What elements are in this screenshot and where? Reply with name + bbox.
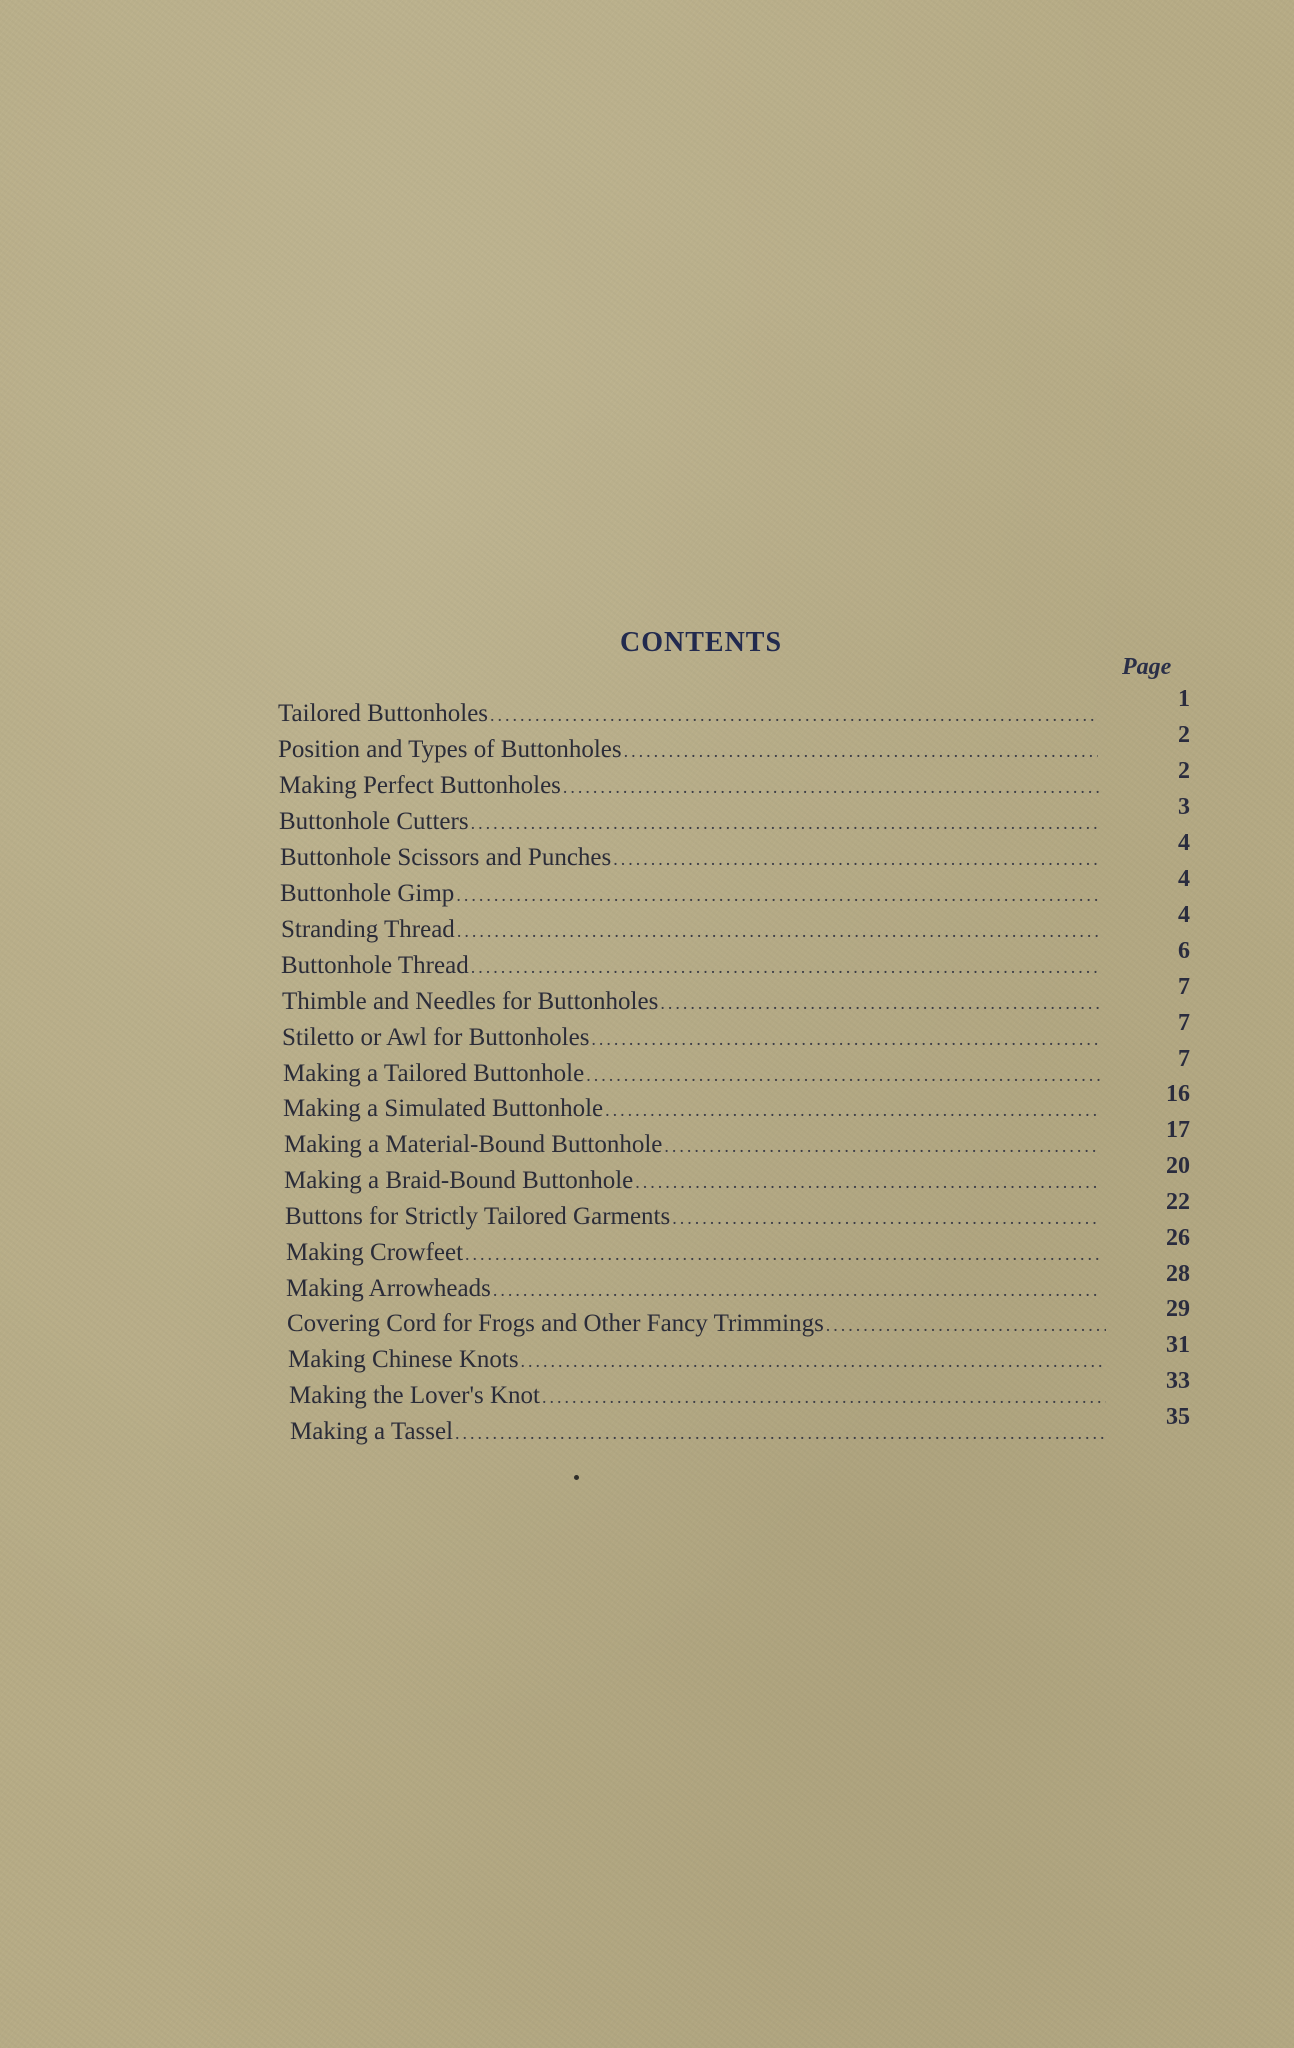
- toc-entry: [278, 700, 1100, 734]
- toc-entry: [286, 1275, 1104, 1309]
- toc-entry-title: Making a Tailored Buttonhole: [283, 1060, 585, 1087]
- toc-entry: [281, 916, 1104, 950]
- dot-leader: [471, 957, 1100, 978]
- toc-entry: [282, 988, 1104, 1022]
- dot-leader: [521, 1351, 1106, 1372]
- toc-entry-title: Thimble and Needles for Buttonholes: [282, 988, 659, 1015]
- toc-entry: [283, 1060, 1104, 1094]
- toc-entry: [280, 880, 1104, 914]
- dot-leader: [457, 921, 1100, 942]
- toc-entry-page-number: 33: [1166, 1368, 1190, 1394]
- toc-entry-page-number: 4: [1178, 866, 1190, 892]
- toc-entry-page-number: 17: [1166, 1117, 1190, 1143]
- dot-leader: [471, 813, 1100, 834]
- toc-entry-page-number: 7: [1178, 974, 1190, 1000]
- toc-entry-page-number: 16: [1166, 1081, 1190, 1107]
- toc-entry: [279, 772, 1104, 806]
- toc-entry-page-number: 4: [1178, 830, 1190, 856]
- dot-leader: [826, 1315, 1106, 1336]
- toc-entry: [288, 1346, 1110, 1380]
- dot-leader: [613, 849, 1100, 870]
- toc-entry-title: Making Chinese Knots: [288, 1346, 519, 1373]
- toc-entry-page-number: 29: [1166, 1296, 1190, 1322]
- toc-entry-title: Making a Simulated Buttonhole: [283, 1095, 604, 1122]
- dot-leader: [455, 1423, 1106, 1444]
- toc-entry-title: Making the Lover's Knot: [289, 1382, 540, 1409]
- toc-entry-title: Covering Cord for Frogs and Other Fancy Trimmings: [287, 1310, 824, 1337]
- toc-entry-page-number: 7: [1178, 1010, 1190, 1036]
- dot-leader: [456, 885, 1100, 906]
- toc-entry-title: Stiletto or Awl for Buttonholes: [282, 1024, 590, 1051]
- toc-entry: [285, 1203, 1104, 1237]
- toc-entry-title: Making a Material-Bound Buttonhole: [284, 1131, 663, 1158]
- toc-entry-page-number: 20: [1166, 1153, 1190, 1179]
- dot-leader: [586, 1065, 1100, 1086]
- toc-entry-page-number: 22: [1166, 1189, 1190, 1215]
- contents-heading: CONTENTS: [620, 627, 783, 658]
- toc-entry-page-number: 31: [1166, 1332, 1190, 1358]
- toc-entry: [287, 1310, 1110, 1344]
- dot-leader: [563, 777, 1100, 798]
- toc-entry-title: Making Perfect Buttonholes: [279, 772, 561, 799]
- dot-leader: [591, 1029, 1100, 1050]
- page-column-label: Page: [1122, 654, 1172, 680]
- dot-leader: [672, 1208, 1100, 1229]
- toc-entry: [280, 844, 1104, 878]
- toc-entry-title: Tailored Buttonholes: [278, 700, 489, 727]
- toc-entry-page-number: 3: [1178, 794, 1190, 820]
- toc-entry-title: Buttonhole Cutters: [279, 808, 469, 835]
- toc-entry-title: Position and Types of Buttonholes: [278, 736, 622, 763]
- dot-leader: [624, 741, 1098, 762]
- toc-entry-page-number: 7: [1178, 1046, 1190, 1072]
- toc-entry: [284, 1131, 1104, 1165]
- dot-leader: [542, 1387, 1106, 1408]
- dot-leader: [664, 1136, 1100, 1157]
- toc-entry: [284, 1167, 1104, 1201]
- toc-entry-title: Stranding Thread: [281, 916, 455, 943]
- toc-entry: [289, 1382, 1110, 1416]
- dot-leader: [490, 705, 1096, 726]
- toc-entry-title: Making a Tassel: [290, 1418, 454, 1445]
- toc-entry-title: Buttonhole Scissors and Punches: [280, 844, 612, 871]
- toc-entry-page-number: 2: [1178, 758, 1190, 784]
- toc-entry-page-number: 2: [1178, 722, 1190, 748]
- dot-leader: [635, 1172, 1100, 1193]
- toc-entry-title: Buttons for Strictly Tailored Garments: [285, 1203, 671, 1230]
- toc-entry: [281, 952, 1104, 986]
- dot-leader: [493, 1280, 1100, 1301]
- toc-entry: [283, 1095, 1104, 1129]
- dot-leader: [605, 1100, 1100, 1121]
- toc-entry: [282, 1024, 1104, 1058]
- toc-entry: [290, 1418, 1110, 1452]
- toc-entry: [279, 808, 1104, 842]
- toc-entry-title: Making Crowfeet: [286, 1239, 464, 1266]
- ink-speck: [574, 1475, 579, 1480]
- toc-entry-title: Buttonhole Gimp: [280, 880, 455, 907]
- dot-leader: [660, 993, 1100, 1014]
- toc-entry-title: Buttonhole Thread: [281, 952, 469, 979]
- toc-entry-page-number: 28: [1166, 1261, 1190, 1287]
- toc-entry-page-number: 6: [1178, 938, 1190, 964]
- toc-entry-page-number: 35: [1166, 1404, 1190, 1430]
- dot-leader: [465, 1244, 1100, 1265]
- toc-entry: [286, 1239, 1104, 1273]
- toc-entry-title: Making a Braid-Bound Buttonhole: [284, 1167, 634, 1194]
- toc-entry-page-number: 1: [1178, 686, 1190, 712]
- toc-entry-page-number: 4: [1178, 902, 1190, 928]
- toc-entry-page-number: 26: [1166, 1225, 1190, 1251]
- toc-entry: [278, 736, 1102, 770]
- toc-entry-title: Making Arrowheads: [286, 1275, 491, 1302]
